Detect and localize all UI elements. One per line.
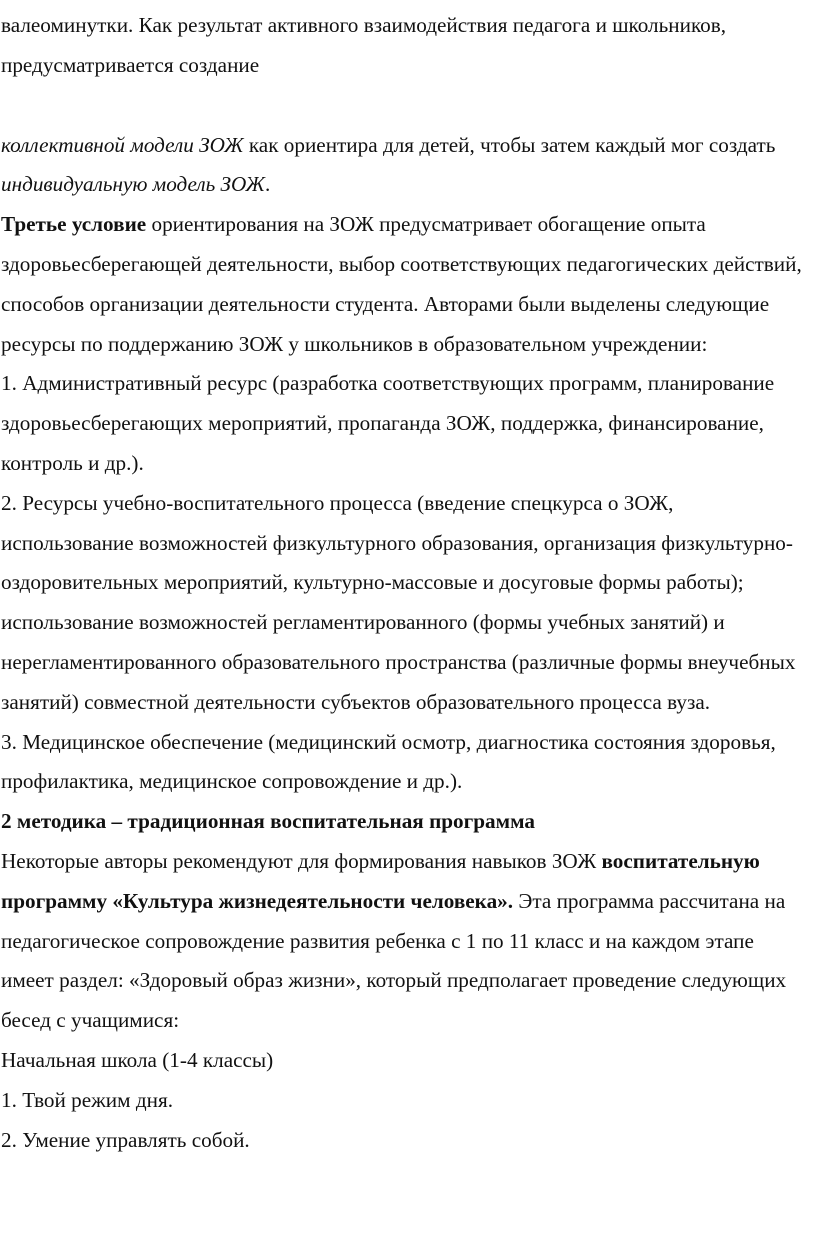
list-item-administrative: 1. Административный ресурс (разработка соответствующих программ, планирование здоровьесберегающих мероприятий, пропаганда ЗОЖ, поддержка, финансирование, контроль и др.). xyxy=(1,371,775,475)
list-item-medical: 3. Медицинское обеспечение (медицинский осмотр, диагностика состояния здоровья, профилактика, медицинское сопровождение и др.). xyxy=(1,729,776,794)
paragraph-zozh-model xyxy=(1,126,810,206)
blank-line xyxy=(1,86,810,126)
paragraph-intro: валеоминутки. Как результат активного взаимодействия педагога и школьников, предусматривается создание xyxy=(1,13,727,77)
text-segment: Эта программа рассчитана на педагогическое сопровождение развития ребенка с 1 по 11 класс и на каждом этапе имеет раздел: «Здоровый образ жизни», который предполагает проведение следующих бесед с учащимися: xyxy=(1,888,787,1033)
text-segment: как ориентира для детей, чтобы затем каждый мог создать xyxy=(243,132,776,157)
text-segment: . xyxy=(264,172,271,197)
bold-program-name: воспитательную программу «Культура жизнедеятельности человека». xyxy=(1,848,760,913)
paragraph-primary-school: Начальная школа (1-4 классы) xyxy=(1,1047,274,1072)
paragraph-third-condition xyxy=(1,205,810,364)
section-heading xyxy=(1,802,810,842)
paragraph-program xyxy=(1,842,810,1041)
text-segment: Некоторые авторы рекомендуют для формирования навыков ЗОЖ xyxy=(1,848,602,873)
bold-third-condition: Третье условие xyxy=(1,212,147,237)
heading-text: 2 методика – традиционная воспитательная программа xyxy=(1,809,535,834)
text-segment: ориентирования на ЗОЖ предусматривает обогащение опыта здоровьесберегающей деятельности, выбор соответствующих педагогических действий, способов организации деятельности студента. Авторами были выделены следующие ресурсы по поддержанию ЗОЖ у школьников в образовательном учреждении: xyxy=(1,212,802,356)
list-item: 2. Умение управлять собой. xyxy=(1,1127,250,1152)
italic-collective-model: коллективной модели ЗОЖ xyxy=(1,132,244,157)
list-item-educational: 2. Ресурсы учебно-воспитательного процесса (введение спецкурса о ЗОЖ, использование возможностей физкультурного образования, организация физкультурно-оздоровительных мероприятий, культурно-массовые и досуговые формы работы); использование возможностей регламентированного (формы учебных занятий) и нерегламентированного образовательного пространства (различные формы внеучебных занятий) совместной деятельности субъектов образовательного процесса вуза. xyxy=(1,490,796,714)
list-item: 1. Твой режим дня. xyxy=(1,1087,174,1112)
italic-individual-model: индивидуальную модель ЗОЖ xyxy=(1,172,265,197)
